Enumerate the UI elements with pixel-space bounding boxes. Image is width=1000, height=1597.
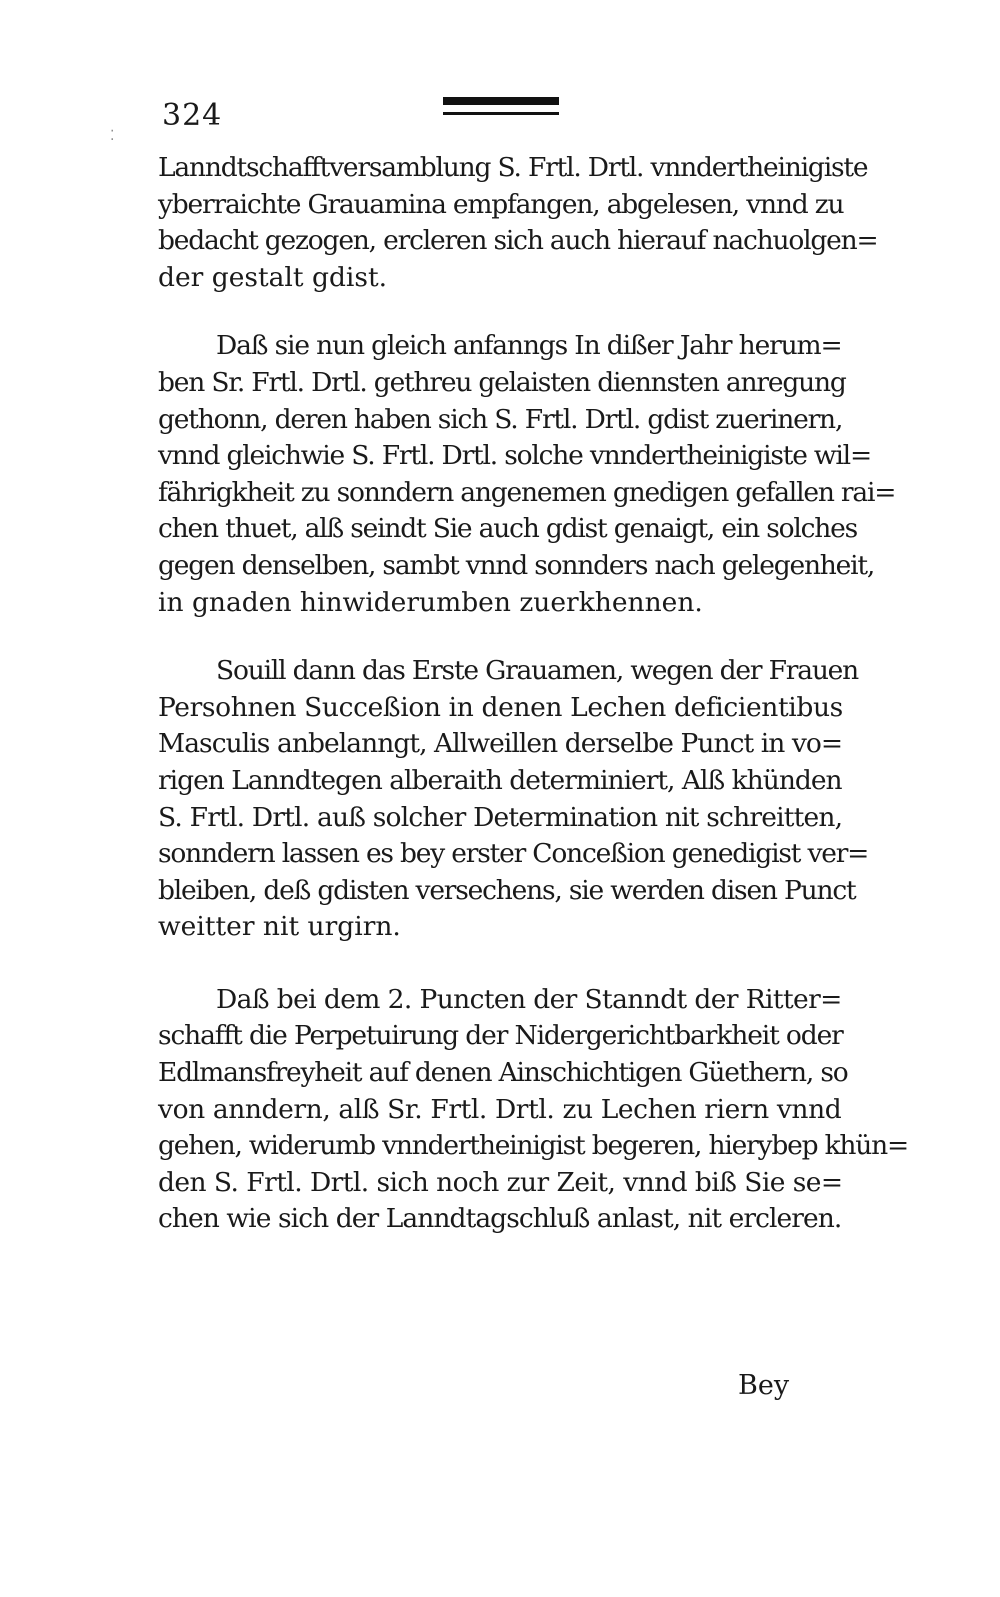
text-line: gegen denselben, sambt vnnd sonnders nach gelegenheit, [158,549,875,581]
catchword: Bey [738,1370,790,1401]
text-line: bedacht gezogen, ercleren sich auch hierauf nachuolgen= [158,225,878,257]
paragraph-4 [158,982,909,1238]
text-line: der gestalt gdist. [158,261,388,293]
text-line: bleiben, deß gdisten versechens, sie werden disen Punct [158,874,856,906]
paragraph-3 [158,653,869,946]
text-line: Daß bei dem 2. Puncten der Stanndt der Ritter= [216,983,842,1015]
text-line: Souill dann das Erste Grauamen, wegen der Frauen [216,655,859,687]
margin-mark: ⁚ [110,128,115,144]
header-rule-thin [443,112,559,115]
text-line: von anndern, alß Sr. Frtl. Drtl. zu Lechen riern vnnd [158,1093,842,1125]
text-line: ben Sr. Frtl. Drtl. gethreu gelaisten diennsten anregung [158,366,846,398]
text-line: Edlmansfreyheit auf denen Ainschichtigen Güethern, so [158,1057,848,1089]
text-line: rigen Lanndtegen alberaith determiniert, Alß khünden [158,764,842,796]
paragraph-1 [158,150,878,296]
page-number: 324 [162,98,223,133]
text-line: vnnd gleichwie S. Frtl. Drtl. solche vnndertheinigiste wil= [158,440,871,472]
text-line: schafft die Perpetuirung der Nidergerichtbarkheit oder [158,1020,843,1052]
text-line: S. Frtl. Drtl. auß solcher Determination nit schreitten, [158,801,843,833]
text-line: fährigkheit zu sonndern angenemen gnedigen gefallen rai= [158,476,896,508]
text-line: Lanndtschafftversamblung S. Frtl. Drtl. vnndertheinigiste [158,152,868,183]
text-line: gethonn, deren haben sich S. Frtl. Drtl. gdist zuerinern, [158,403,843,435]
text-line: yberraichte Grauamina empfangen, abgelesen, vnnd zu [158,188,844,220]
text-line: chen wie sich der Lanndtagschluß anlast, nit ercleren. [158,1203,842,1235]
text-line: gehen, widerumb vnndertheinigist begeren, hierybер khün= [158,1130,909,1162]
text-line: Persohnen Succeßion in denen Lechen deficientibus [158,691,843,723]
text-line: weitter nit urgirn. [158,911,401,943]
header-rule-thick [443,97,559,105]
body-text [158,150,909,1238]
text-line: sonndern lassen es bey erster Conceßion genedigist ver= [158,838,869,870]
text-line: Masculis anbelanngt, Allweillen derselbe Punct in vo= [158,728,843,760]
paragraph-2 [158,328,896,621]
text-line: Daß sie nun gleich anfanngs In dißer Jahr herum= [216,330,842,362]
text-line: in gnaden hinwiderumben zuerkhennen. [158,586,703,618]
text-line: chen thuet, alß seindt Sie auch gdist genaigt, ein solches [158,513,858,545]
text-line: den S. Frtl. Drtl. sich noch zur Zeit, vnnd biß Sie se= [158,1166,843,1198]
